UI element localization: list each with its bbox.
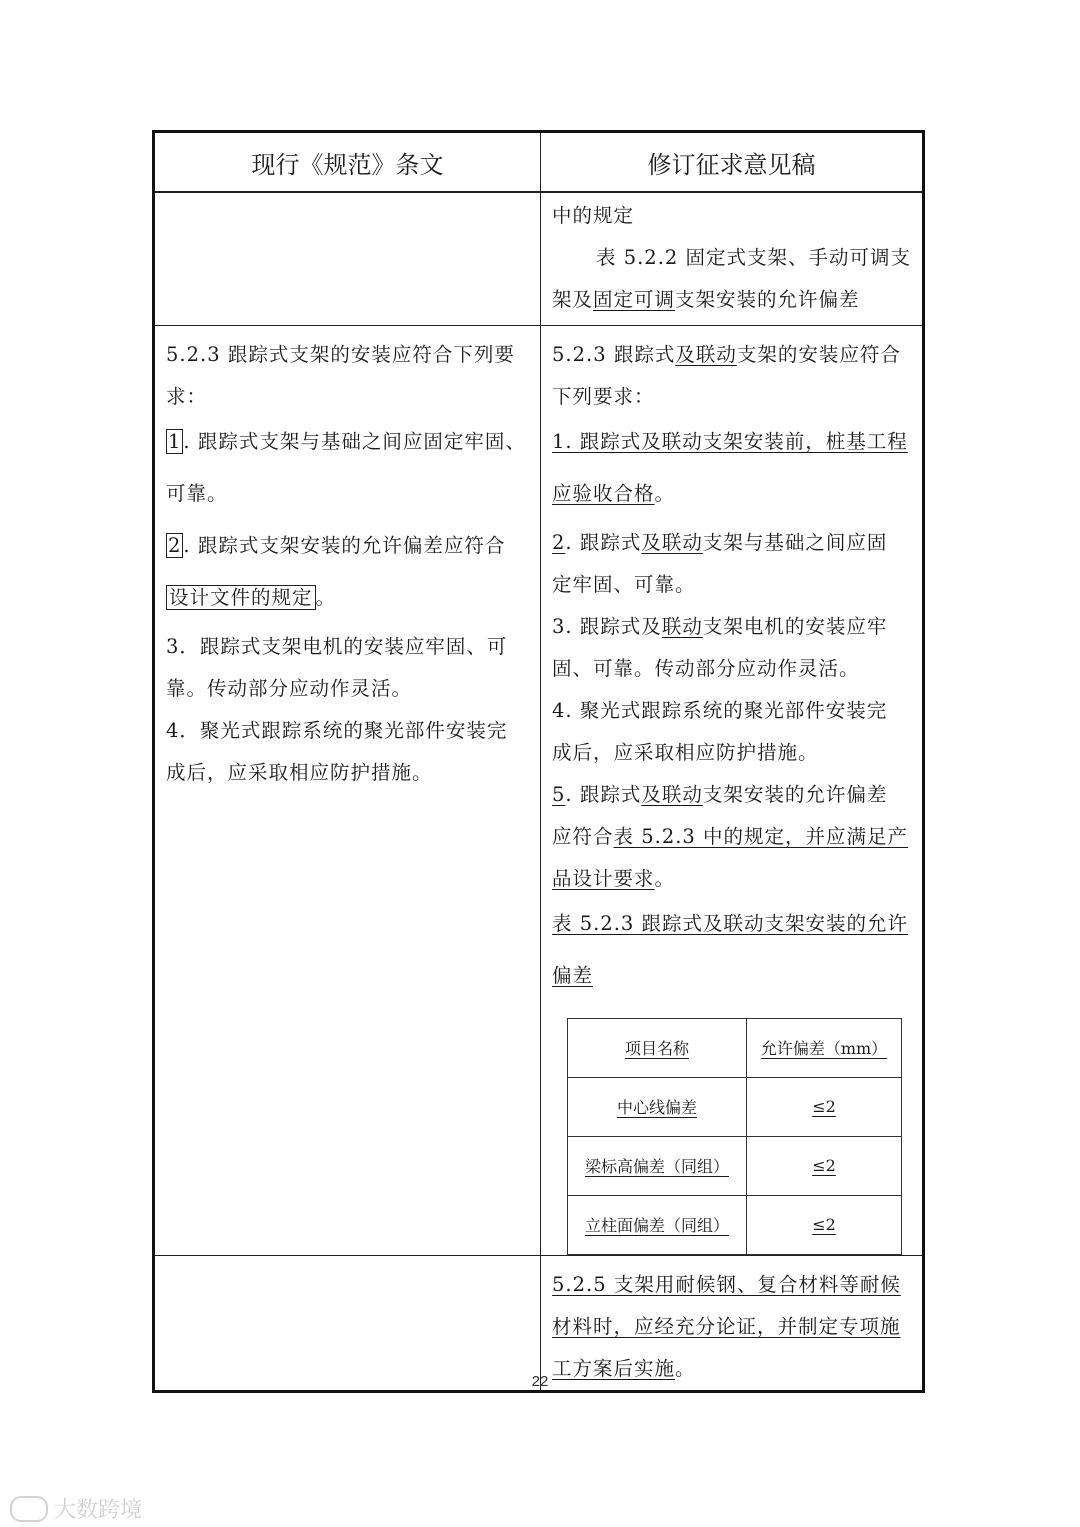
left-item-4: 4．聚光式跟踪系统的聚光部件安装完 <box>166 718 508 742</box>
comparison-table <box>152 130 925 1393</box>
watermark-logo-icon <box>10 1496 48 1522</box>
right-item-4-cont: 成后，应采取相应防护措施。 <box>552 740 819 764</box>
header-revised-draft: 修订征求意见稿 <box>541 132 924 193</box>
left-item-3: 3．跟踪式支架电机的安装应牢固、可 <box>166 634 508 658</box>
tolerance-row <box>568 1195 902 1254</box>
row1-table-title: 表 5.2.2 固定式支架、手动可调支 <box>596 246 912 269</box>
right-item-5: 5. 跟踪式及联动支架安装的允许偏差 <box>552 782 888 806</box>
right-item-1: 1. 跟踪式及联动支架安装前，桩基工程 <box>552 429 908 453</box>
tolerance-row <box>568 1136 902 1195</box>
left-item-2-cont: 设计文件的规定 。 <box>166 574 530 622</box>
right-table-title: 表 5.2.3 跟踪式及联动支架安装的允许 <box>552 911 909 935</box>
right-item-3: 3. 跟踪式及联动支架电机的安装应牢 <box>552 614 888 638</box>
right-item-2-cont: 定牢固、可靠。 <box>552 572 696 596</box>
watermark-text: 大数跨境 <box>54 1498 143 1523</box>
right-item-4: 4. 聚光式跟踪系统的聚光部件安装完 <box>552 698 888 722</box>
left-item-4-cont: 成后，应采取相应防护措施。 <box>166 760 433 784</box>
watermark <box>10 1493 142 1524</box>
right-clause-5-2-3-cont: 下列要求： <box>552 384 655 408</box>
tolerance-row <box>568 1077 902 1136</box>
tolerance-table <box>567 1018 902 1255</box>
row2-left-cell <box>154 325 541 1255</box>
right-item-3-cont: 固、可靠。传动部分应动作灵活。 <box>552 656 860 680</box>
tolerance-item: 中心线偏差 <box>568 1077 747 1136</box>
left-item-1-cont: 可靠。 <box>166 481 228 505</box>
right-clause-5-2-3: 5.2.3 跟踪式及联动支架的安装应符合 <box>552 342 901 366</box>
left-clause-5-2-3-cont: 求： <box>166 384 208 408</box>
page-number: 22 <box>531 1373 549 1390</box>
table-row <box>154 325 924 1255</box>
row1-right-cell <box>541 192 924 325</box>
row1-left-cell <box>154 192 541 325</box>
right-item-1-cont: 应验收合格。 <box>552 481 676 505</box>
tolerance-value: ≤2 <box>747 1077 902 1136</box>
tolerance-item: 立柱面偏差（同组） <box>568 1195 747 1254</box>
row1-text: 中的规定 <box>552 204 635 227</box>
right-clause-5-2-5-cont: 材料时，应经充分论证，并制定专项施 <box>552 1314 901 1338</box>
right-clause-5-2-5-cont2: 工方案后实施。 <box>552 1356 696 1380</box>
tolerance-item: 梁标高偏差（同组） <box>568 1136 747 1195</box>
right-item-5-cont: 应符合表 5.2.3 中的规定，并应满足产 <box>552 824 909 848</box>
right-clause-5-2-5: 5.2.5 支架用耐候钢、复合材料等耐候 <box>552 1272 901 1296</box>
tolerance-value: ≤2 <box>747 1195 902 1254</box>
header-current-code: 现行《规范》条文 <box>154 132 541 193</box>
tolerance-col-value: 允许偏差（mm） <box>747 1018 902 1077</box>
right-table-title-cont: 偏差 <box>552 963 594 987</box>
tolerance-value: ≤2 <box>747 1136 902 1195</box>
left-item-3-cont: 靠。传动部分应动作灵活。 <box>166 676 413 700</box>
tolerance-table-header <box>568 1018 902 1077</box>
row3-right-cell <box>541 1255 924 1391</box>
left-item-2: 2 . 跟踪式支架安装的允许偏差应符合 <box>168 533 506 557</box>
right-item-2: 2. 跟踪式及联动支架与基础之间应固 <box>552 530 888 554</box>
tolerance-col-item: 项目名称 <box>568 1018 747 1077</box>
left-item-1: 1 . 跟踪式支架与基础之间应固定牢固、 <box>168 429 526 453</box>
row1-table-title-cont: 架及固定可调支架安装的允许偏差 <box>552 288 860 311</box>
left-clause-5-2-3: 5.2.3 跟踪式支架的安装应符合下列要 <box>166 342 515 366</box>
row2-right-cell <box>541 325 924 1255</box>
right-item-5-cont2: 品设计要求。 <box>552 866 676 890</box>
table-row <box>154 1255 924 1391</box>
row3-left-cell <box>154 1255 541 1391</box>
table-row <box>154 192 924 325</box>
